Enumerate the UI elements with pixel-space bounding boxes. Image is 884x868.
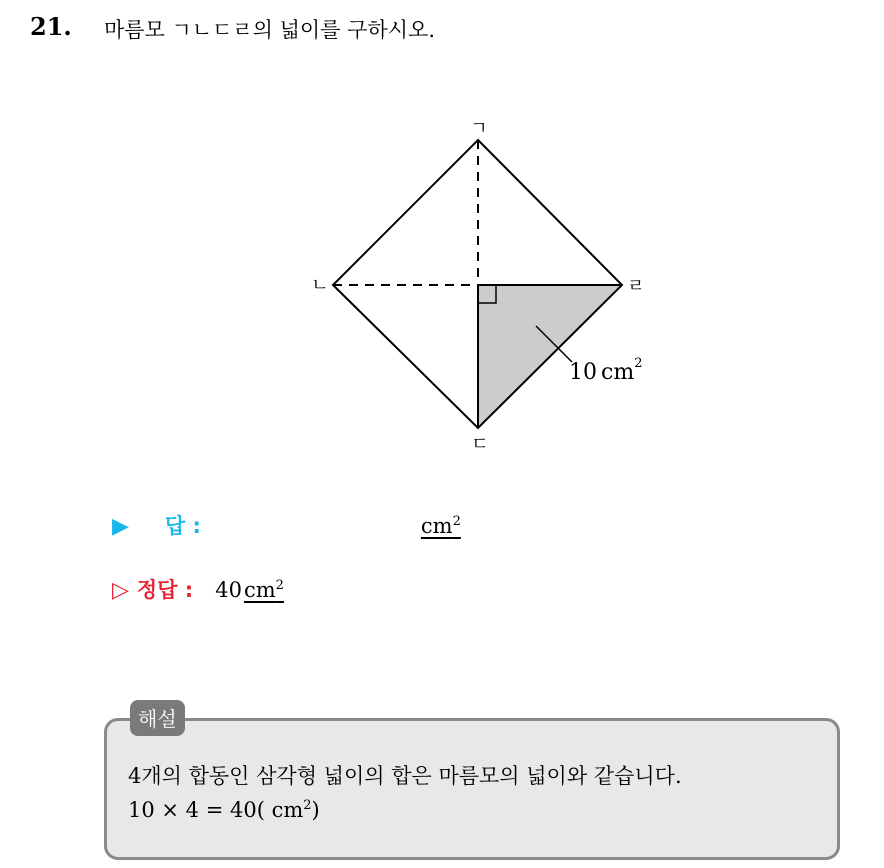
correct-answer-row [112,574,284,604]
answer-label: 답 : [164,514,201,538]
correct-answer-unit: $cm^2$ [243,578,284,602]
correct-answer-arrow-icon: ▷ [112,578,129,603]
vertex-label-left: ㄴ [311,275,329,296]
answer-row [112,510,461,540]
correct-answer-label: 정답 : [136,578,194,602]
answer-unit[interactable]: $cm^2$ [420,514,461,538]
vertex-label-top: ㄱ [470,118,488,139]
explanation-line-1: 4개의 합동인 삼각형 넓이의 합은 마름모의 넓이와 같습니다. [128,764,682,788]
shaded-area-label: 10 $cm^2$ [569,356,643,385]
answer-arrow-icon: ▶ [112,514,129,539]
vertex-label-bottom: ㄷ [471,434,489,455]
rhombus-figure [290,110,670,460]
explanation-line-2: 10 × 4 = 40( $cm^2$) [128,798,320,822]
question-text: 마름모 ㄱㄴㄷㄹ의 넓이를 구하시오. [104,18,435,42]
question-number: 21. [30,12,72,41]
correct-answer-value: 40 [215,578,242,602]
vertex-label-right: ㄹ [627,276,645,297]
explanation-tab: 해설 [130,700,185,736]
